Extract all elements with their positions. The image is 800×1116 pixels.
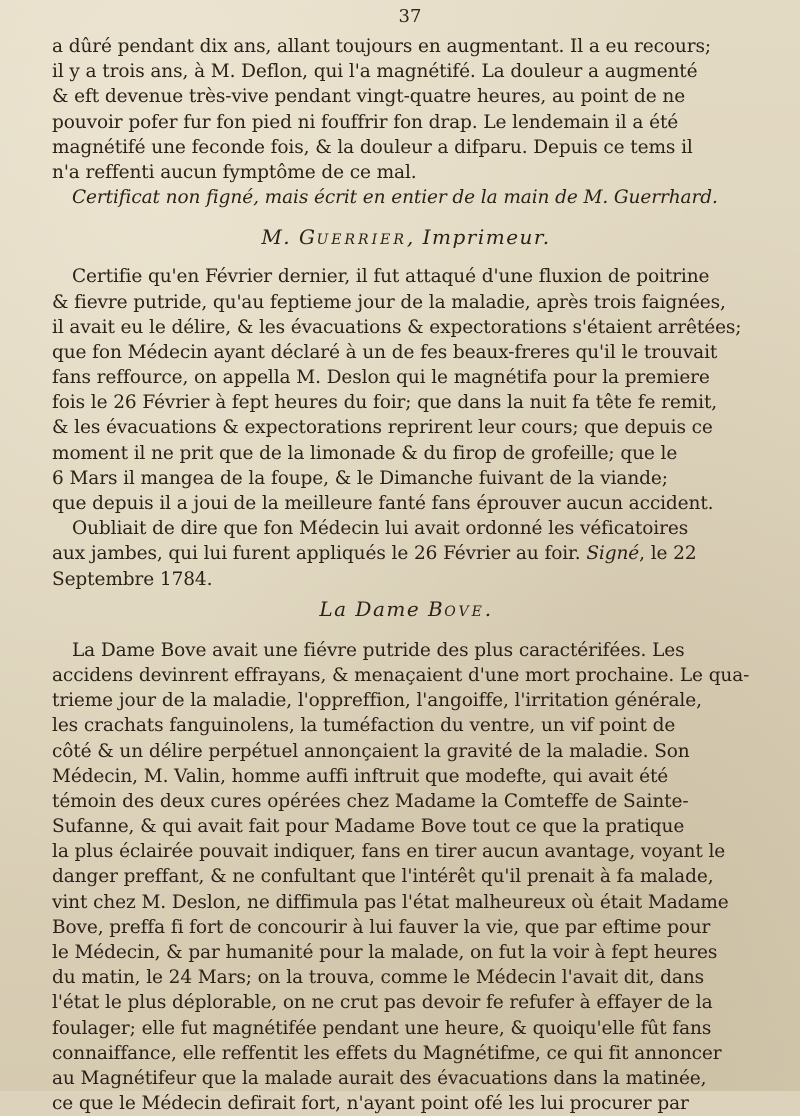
heading-suffix: . (484, 596, 493, 621)
text-line: foulager; elle fut magnétifée pendant une heure, & quoiqu'elle fût fans (52, 1017, 712, 1039)
text-line: & fievre putride, qu'au feptieme jour de la maladie, après trois faignées, (52, 291, 726, 313)
text-line: La Dame Bove avait une fiévre putride des plus caractérifées. Les (72, 639, 685, 661)
heading-name-smallcaps: uerrier (316, 225, 407, 250)
text-line: l'état le plus déplorable, on ne crut pas devoir fe refufer à effayer de la (52, 992, 713, 1014)
signature-line (52, 541, 760, 566)
text-segment: , le 22 (639, 543, 697, 565)
text-line: le Médecin, & par humanité pour la malade, on fut la voir à fept heures (52, 942, 718, 963)
heading-title-suffix: , Imprimeur. (406, 225, 551, 250)
signed-word: Signé (586, 543, 640, 565)
text-line: magnétifé une feconde fois, & la douleur a difparu. Depuis ce tems il (52, 136, 693, 158)
text-line: que fon Médecin ayant déclaré à un de fes beaux-freres qu'il le trouvait (52, 341, 718, 363)
text-segment: aux jambes, qui lui furent appliqués le 26 Février au foir. (52, 543, 581, 565)
text-line: pouvoir pofer fur fon pied ni fouffrir fon drap. Le lendemain il a été (52, 111, 679, 133)
text-line: Sufanne, & qui avait fait pour Madame Bove tout ce que la pratique (52, 816, 685, 838)
text-line: il avait eu le délire, & les évacuations & expectorations s'étaient arrêtées; (52, 316, 742, 338)
heading-name-prefix: M. G (261, 225, 317, 250)
paragraph-guerrier-testimony (52, 264, 760, 516)
heading-smallcaps: ove (444, 596, 485, 621)
text-line: Médecin, M. Valin, homme auffi inftruit que modefte, qui avait été (52, 765, 669, 787)
section-heading-guerrier (52, 222, 760, 252)
text-line: trieme jour de la maladie, l'oppreffion, l'angoiffe, l'irritation générale, (52, 690, 702, 712)
paragraph-addendum (52, 516, 760, 592)
text-line: les crachats fanguinolens, la tuméfaction du ventre, un vif point de (52, 715, 676, 737)
text-line: Certifie qu'en Février dernier, il fut attaqué d'une fluxion de poitrine (72, 266, 710, 288)
text-line: connaiffance, elle reffentit les effets du Magnétifme, ce qui fit annoncer (52, 1042, 722, 1064)
text-line: il y a trois ans, à M. Deflon, qui l'a magnétifé. La douleur a augmenté (52, 61, 698, 83)
text-line: & les évacuations & expectorations reprirent leur cours; que depuis ce (52, 417, 713, 439)
text-line: a dûré pendant dix ans, allant toujours en augmentant. Il a eu recours; (52, 36, 711, 57)
text-line: la plus éclairée pouvait indiquer, fans en tirer aucun avantage, voyant le (52, 841, 726, 863)
page-text (52, 34, 760, 1116)
text-line: que depuis il a joui de la meilleure fanté fans éprouver aucun accident. (52, 493, 714, 514)
text-line: 6 Mars il mangea de la foupe, & le Dimanche fuivant de la viande; (52, 467, 668, 489)
certificate-note: Certificat non figné, mais écrit en entier de la main de M. Guerrhard. (72, 187, 718, 209)
page-number: 37 (398, 6, 422, 27)
text-line: vint chez M. Deslon, ne diffimula pas l'état malheureux où était Madame (52, 891, 729, 913)
paragraph-dame-bove-case (52, 638, 760, 1116)
section-heading-dame-bove (52, 594, 760, 624)
text-line: fans reffource, on appella M. Deslon qui le magnétifa pour la premiere (52, 367, 710, 389)
text-line: du matin, le 24 Mars; on la trouva, comme le Médecin l'avait dit, dans (52, 967, 705, 989)
text-line: Bove, preffa fi fort de concourir à lui fauver la vie, que par eftime pour (52, 916, 711, 938)
text-line: Oubliait de dire que fon Médecin lui avait ordonné les véficatoires (72, 518, 689, 540)
heading-prefix: La Dame B (319, 596, 445, 621)
paragraph-continuation (52, 34, 760, 210)
text-line: n'a reffenti aucun fymptôme de ce mal. (52, 161, 417, 183)
text-line: fois le 26 Février à fept heures du foir; que dans la nuit fa tête fe remit, (52, 392, 718, 414)
text-line: & eft devenue très-vive pendant vingt-quatre heures, au point de ne (52, 86, 686, 108)
text-line: moment il ne prit que de la limonade & du firop de grofeille; que le (52, 442, 678, 464)
text-line: témoin des deux cures opérées chez Madame la Comteffe de Sainte- (52, 790, 689, 812)
text-line: danger preffant, & ne confultant que l'intérêt qu'il prenait à fa malade, (52, 866, 714, 888)
text-line: au Magnétifeur que la malade aurait des évacuations dans la matinée, (52, 1067, 707, 1089)
text-line: ce que le Médecin defirait fort, n'ayant point ofé les lui procurer par (52, 1093, 689, 1115)
text-line: côté & un délire perpétuel annonçaient la gravité de la maladie. Son (52, 740, 690, 762)
text-line: accidens devinrent effrayans, & menaçaient d'une mort prochaine. Le qua- (52, 664, 750, 686)
date-line: Septembre 1784. (52, 568, 213, 590)
